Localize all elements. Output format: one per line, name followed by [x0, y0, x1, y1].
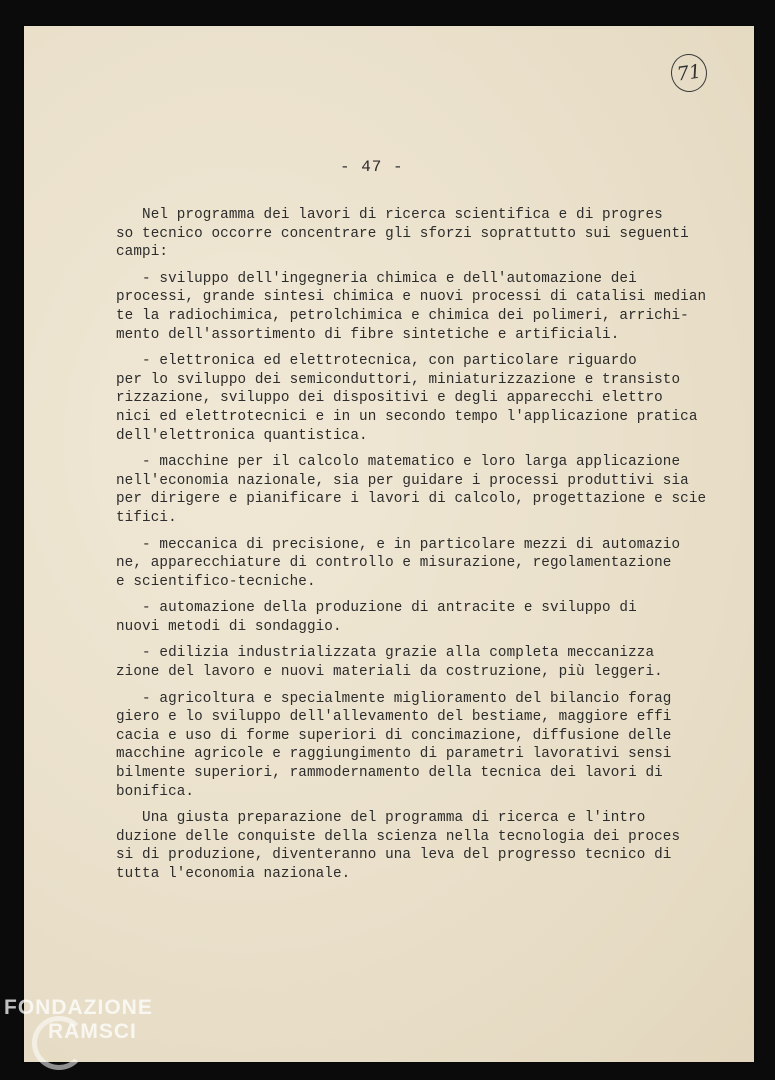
- text-line: Una giusta preparazione del programma di ricerca e l'intro: [116, 810, 646, 827]
- paragraph-gap: [116, 344, 726, 352]
- text-line: dell'elettronica quantistica.: [116, 427, 368, 444]
- text-line: per lo sviluppo dei semiconduttori, miniaturizzazione e transisto: [116, 371, 681, 388]
- paragraph-gap: [116, 528, 726, 536]
- text-line: - sviluppo dell'ingegneria chimica e dell'automazione dei: [116, 270, 637, 287]
- text-line: si di produzione, diventeranno una leva del progresso tecnico di: [116, 847, 672, 864]
- text-line: zione del lavoro e nuovi materiali da costruzione, più leggeri.: [116, 664, 663, 681]
- text-line: te la radiochimica, petrolchimica e chimica dei polimeri, arrichi-: [116, 307, 689, 324]
- text-line: giero e lo sviluppo dell'allevamento del bestiame, maggiore effi: [116, 709, 672, 726]
- text-line: - agricoltura e specialmente miglioramento del bilancio forag: [116, 690, 672, 707]
- text-line: processi, grande sintesi chimica e nuovi processi di catalisi median: [116, 289, 707, 306]
- text-line: e scientifico-tecniche.: [116, 573, 316, 590]
- paragraph-gap: [116, 801, 726, 809]
- text-line: - elettronica ed elettrotecnica, con particolare riguardo: [116, 353, 637, 370]
- text-line: so tecnico occorre concentrare gli sforzi soprattutto sui seguenti: [116, 225, 689, 242]
- text-line: per dirigere e pianificare i lavori di calcolo, progettazione e scie: [116, 491, 707, 508]
- text-line: ne, apparecchiature di controllo e misurazione, regolamentazione: [116, 555, 672, 572]
- paragraph-gap: [116, 682, 726, 690]
- page-number: - 47 -: [340, 158, 404, 176]
- stamp-number: 71: [675, 60, 703, 86]
- text-line: tutta l'economia nazionale.: [116, 866, 351, 882]
- paragraph-gap: [116, 445, 726, 453]
- text-line: bonifica.: [116, 783, 195, 800]
- text-line: cacia e uso di forme superiori di concimazione, diffusione delle: [116, 727, 672, 744]
- text-line: - meccanica di precisione, e in particolare mezzi di automazio: [116, 536, 681, 553]
- text-line: campi:: [116, 244, 169, 261]
- text-line: nici ed elettrotecnici e in un secondo tempo l'applicazione pratica: [116, 408, 698, 425]
- paragraph-gap: [116, 262, 726, 270]
- text-line: bilmente superiori, rammodernamento della tecnica dei lavori di: [116, 765, 663, 782]
- text-line: macchine agricole e raggiungimento di parametri lavorativi sensi: [116, 746, 672, 763]
- text-line: mento dell'assortimento di fibre sintetiche e artificiali.: [116, 326, 620, 343]
- text-line: tifici.: [116, 509, 177, 526]
- text-line: duzione delle conquiste della scienza nella tecnologia dei proces: [116, 828, 681, 845]
- gramsci-g-logo-icon: [32, 1016, 86, 1070]
- text-line: nuovi metodi di sondaggio.: [116, 618, 342, 635]
- paragraph-gap: [116, 636, 726, 644]
- text-line: rizzazione, sviluppo dei dispositivi e degli apparecchi elettro: [116, 390, 663, 407]
- document-body: [116, 206, 726, 884]
- text-line: Nel programma dei lavori di ricerca scientifica e di progres: [116, 207, 663, 223]
- text-line: - automazione della produzione di antracite e sviluppo di: [116, 600, 637, 617]
- watermark-line-2: RAMSCI: [48, 1020, 137, 1043]
- watermark-line-1: FONDAZIONE: [4, 996, 153, 1019]
- paragraph-gap: [116, 591, 726, 599]
- text-line: - edilizia industrializzata grazie alla completa meccanizza: [116, 645, 655, 662]
- text-line: - macchine per il calcolo matematico e loro larga applicazione: [116, 454, 681, 471]
- text-line: nell'economia nazionale, sia per guidare i processi produttivi sia: [116, 472, 689, 489]
